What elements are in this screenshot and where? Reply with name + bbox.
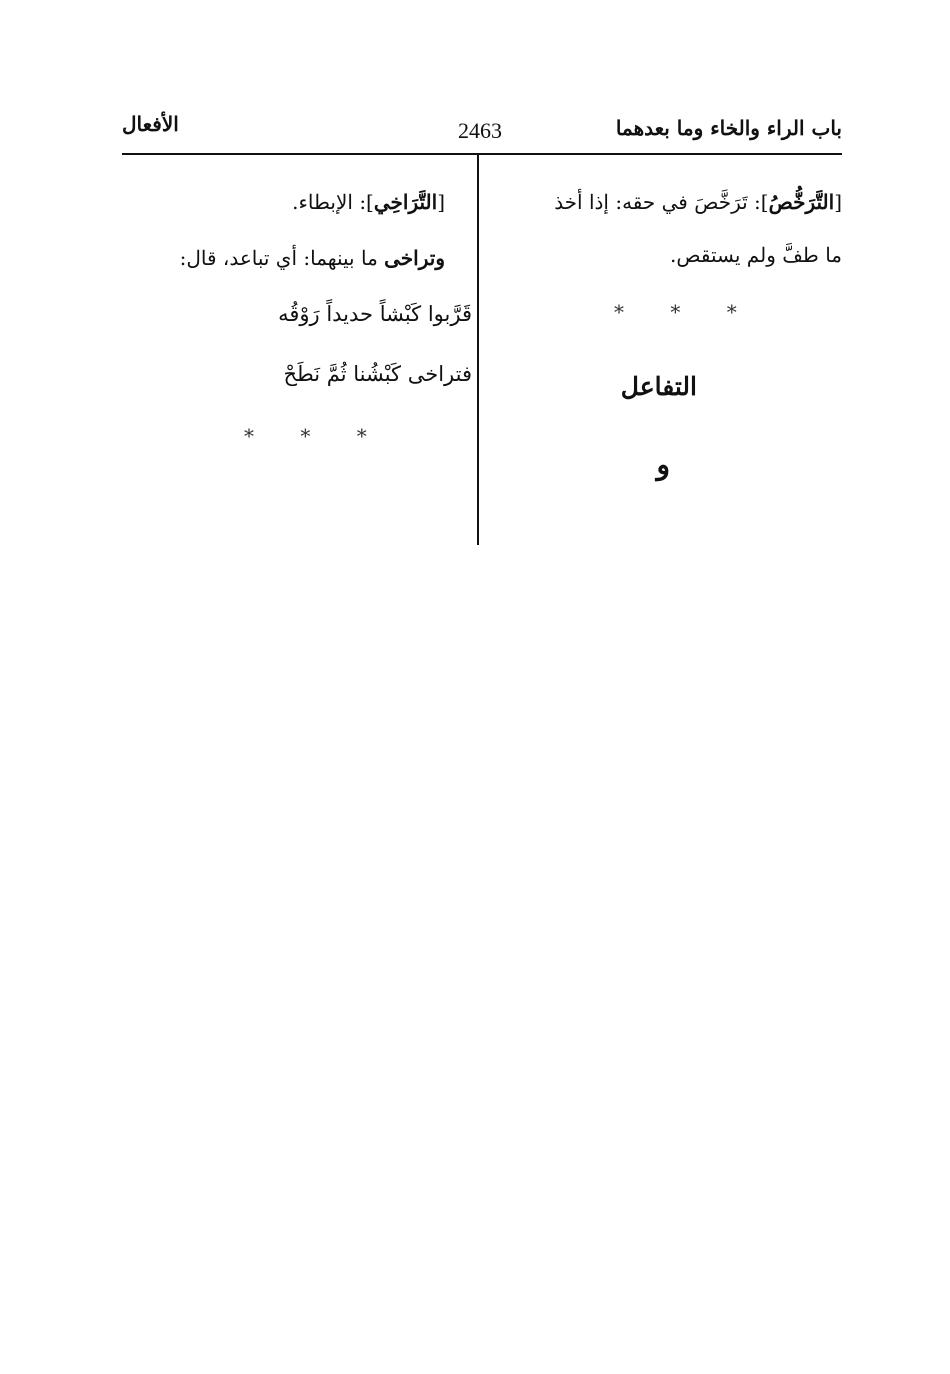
headword-tarakha: وتراخى: [384, 246, 445, 270]
page-number: 2463: [458, 118, 502, 143]
open-bracket: [: [437, 190, 445, 214]
section-heading: الأفعال: [122, 112, 179, 136]
open-bracket: [: [834, 190, 842, 214]
separator-stars-left: * * *: [244, 424, 387, 448]
verse-line-2: فتراخى كَبْشُنا ثُمَّ نَطَحْ: [283, 362, 472, 386]
section-title-tafaul: التفاعل: [620, 372, 697, 401]
entry-tarakhkhus-continuation: ما طفَّ ولم يستقص.: [670, 243, 842, 267]
column-divider: [477, 155, 479, 545]
entry-definition: ]: الإبطاء.: [292, 190, 374, 214]
entry-tarakhkhus: [554, 190, 842, 214]
chapter-title: باب الراء والخاء وما بعدهما: [615, 116, 842, 140]
entry-tarakhi: [292, 190, 445, 214]
entry-definition: ]: تَرَخَّصَ في حقه: إذا أخذ: [554, 190, 769, 214]
separator-stars-right: * * *: [614, 300, 757, 324]
entry-definition: ما بينهما: أي تباعد، قال:: [179, 246, 385, 270]
page-header: [122, 112, 842, 152]
headword-tarakhkhus: التَّرَخُّصُ: [768, 190, 835, 214]
verse-line-1: قَرَّبوا كَبْشاً حديداً رَوْقُه: [278, 302, 472, 326]
entry-tarakha: [180, 246, 445, 270]
header-rule: [122, 153, 842, 155]
headword-tarakhi: التَّرَاخِي: [373, 190, 438, 214]
section-letter-waw: و: [656, 448, 670, 481]
